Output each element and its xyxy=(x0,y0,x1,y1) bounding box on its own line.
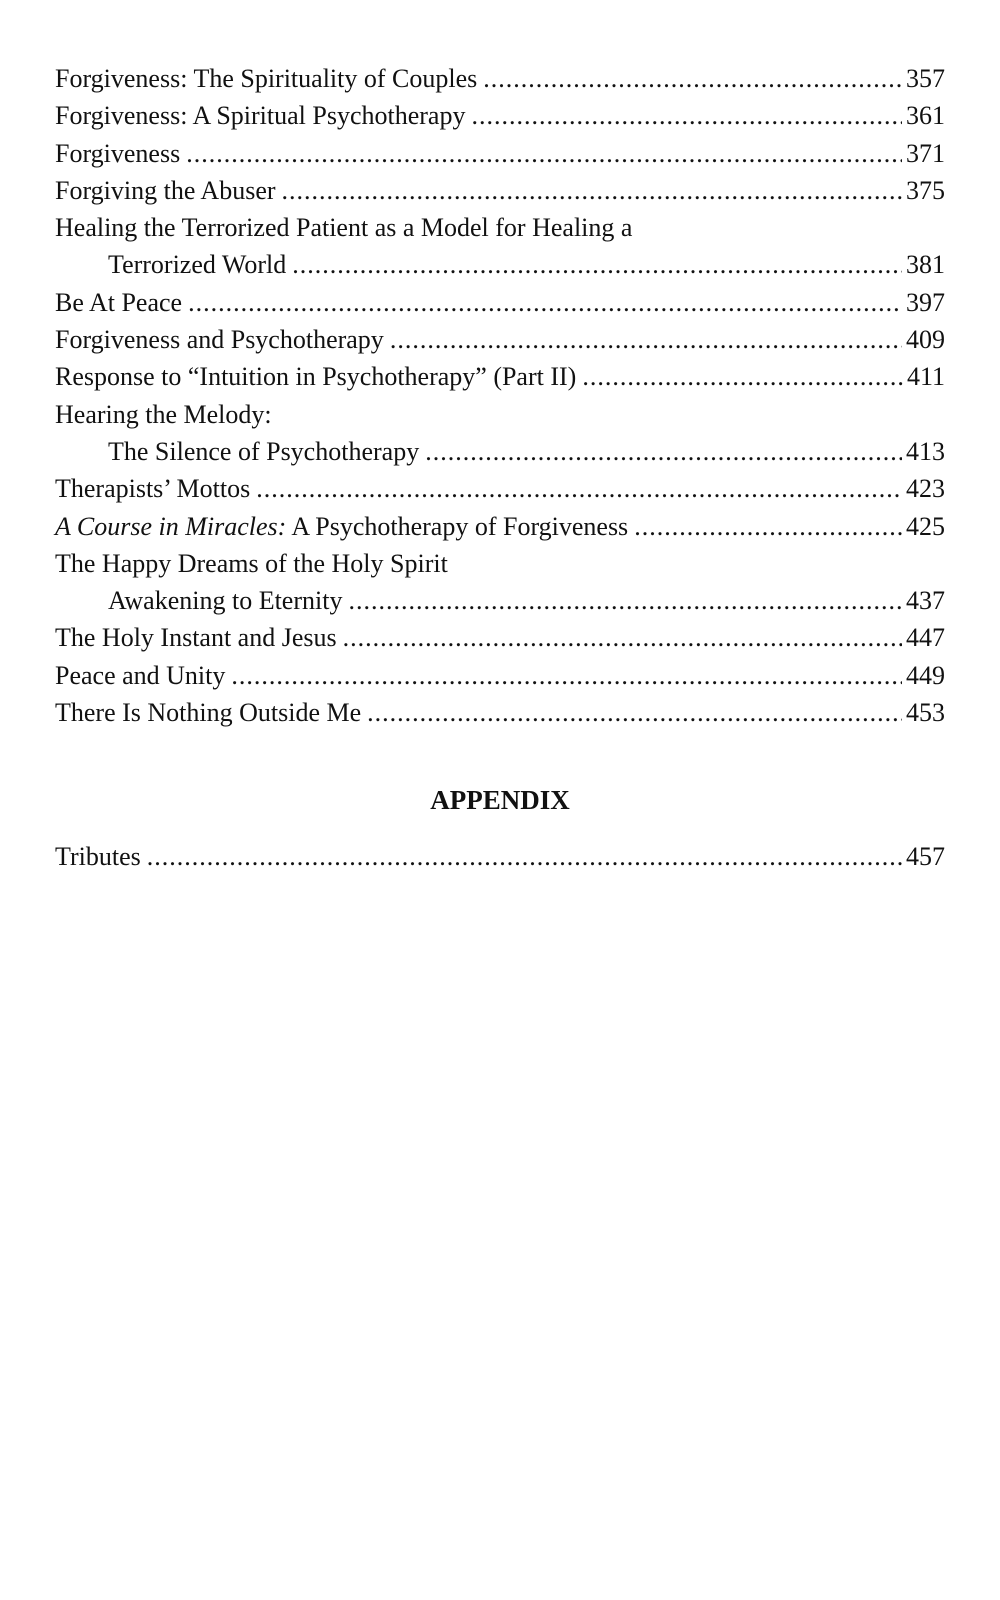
toc-entry-title xyxy=(55,508,628,545)
toc-entry-title: Healing the Terrorized Patient as a Model for Healing a xyxy=(55,213,633,243)
toc-entry xyxy=(55,838,945,875)
toc-entry-page: 411 xyxy=(906,362,945,392)
toc-entry-title: The Happy Dreams of the Holy Spirit xyxy=(55,548,448,578)
dot-leader xyxy=(483,60,902,97)
table-of-contents xyxy=(55,60,945,731)
toc-entry-title: The Holy Instant and Jesus xyxy=(55,623,337,653)
toc-entry-page: 361 xyxy=(906,101,945,131)
toc-entry xyxy=(55,172,945,209)
toc-entry-page: 409 xyxy=(906,325,945,355)
toc-entry-page: 423 xyxy=(906,474,945,504)
toc-entry-title: Be At Peace xyxy=(55,287,183,317)
toc-entry-title: There Is Nothing Outside Me xyxy=(55,698,362,728)
toc-entry xyxy=(55,508,945,545)
toc-entry-page: 357 xyxy=(906,64,945,93)
dot-leader xyxy=(367,694,902,731)
dot-leader xyxy=(390,321,902,358)
toc-entry xyxy=(55,321,945,358)
dot-leader xyxy=(634,508,902,545)
dot-leader xyxy=(256,470,902,507)
dot-leader xyxy=(348,582,902,619)
toc-entry-page: 375 xyxy=(906,175,945,205)
toc-entry-page: 425 xyxy=(906,511,945,541)
dot-leader xyxy=(292,246,902,283)
dot-leader xyxy=(282,172,902,209)
toc-entry-title: Forgiveness: The Spirituality of Couples xyxy=(55,64,478,93)
appendix-heading: APPENDIX xyxy=(430,785,570,815)
toc-entry-title-italic: A Course in Miracles: xyxy=(55,511,287,541)
toc-entry xyxy=(55,284,945,321)
dot-leader xyxy=(231,657,902,694)
toc-entry-title: Peace and Unity xyxy=(55,660,226,690)
toc-entry-title: Response to “Intuition in Psychotherapy” (Part II) xyxy=(55,362,577,392)
toc-entry-title: Tributes xyxy=(55,842,141,871)
toc-entry-page: 449 xyxy=(906,660,945,690)
dot-leader xyxy=(343,619,902,656)
toc-entry xyxy=(55,470,945,507)
toc-entry-page: 413 xyxy=(906,436,945,466)
toc-entry-page: 437 xyxy=(906,586,945,616)
toc-entry-page: 457 xyxy=(906,842,945,871)
toc-entry xyxy=(55,97,945,134)
toc-entry-title-rest: A Psychotherapy of Forgiveness xyxy=(286,511,629,541)
toc-entry xyxy=(55,135,945,172)
dot-leader xyxy=(188,284,902,321)
appendix-contents xyxy=(55,838,945,875)
toc-entry-title-first-line xyxy=(55,545,945,582)
toc-entry xyxy=(55,433,945,470)
dot-leader xyxy=(582,358,903,395)
toc-entry-title: Forgiveness and Psychotherapy xyxy=(55,325,384,355)
toc-entry-title-continuation: Awakening to Eternity xyxy=(108,586,343,616)
toc-entry xyxy=(55,246,945,283)
toc-entry-page: 371 xyxy=(906,138,945,168)
dot-leader xyxy=(471,97,902,134)
toc-entry-title: Forgiveness: A Spiritual Psychotherapy xyxy=(55,101,466,131)
dot-leader xyxy=(425,433,902,470)
toc-entry xyxy=(55,694,945,731)
toc-entry-title: Forgiveness xyxy=(55,138,181,168)
toc-entry xyxy=(55,358,945,395)
toc-entry xyxy=(55,657,945,694)
toc-entry-title: Forgiving the Abuser xyxy=(55,175,276,205)
toc-entry-page: 447 xyxy=(906,623,945,653)
toc-entry-page: 397 xyxy=(906,287,945,317)
toc-entry-title: Therapists’ Mottos xyxy=(55,474,251,504)
toc-entry xyxy=(55,60,945,97)
dot-leader xyxy=(186,135,902,172)
toc-entry-title: Hearing the Melody: xyxy=(55,399,272,429)
toc-entry-page: 381 xyxy=(906,250,945,280)
toc-entry xyxy=(55,582,945,619)
toc-entry-page: 453 xyxy=(906,698,945,728)
toc-entry-title-continuation: The Silence of Psychotherapy xyxy=(108,436,420,466)
toc-entry-title-continuation: Terrorized World xyxy=(108,250,287,280)
toc-entry-title-first-line xyxy=(55,396,945,433)
toc-entry xyxy=(55,619,945,656)
dot-leader xyxy=(147,838,902,875)
toc-entry-title-first-line xyxy=(55,209,945,246)
